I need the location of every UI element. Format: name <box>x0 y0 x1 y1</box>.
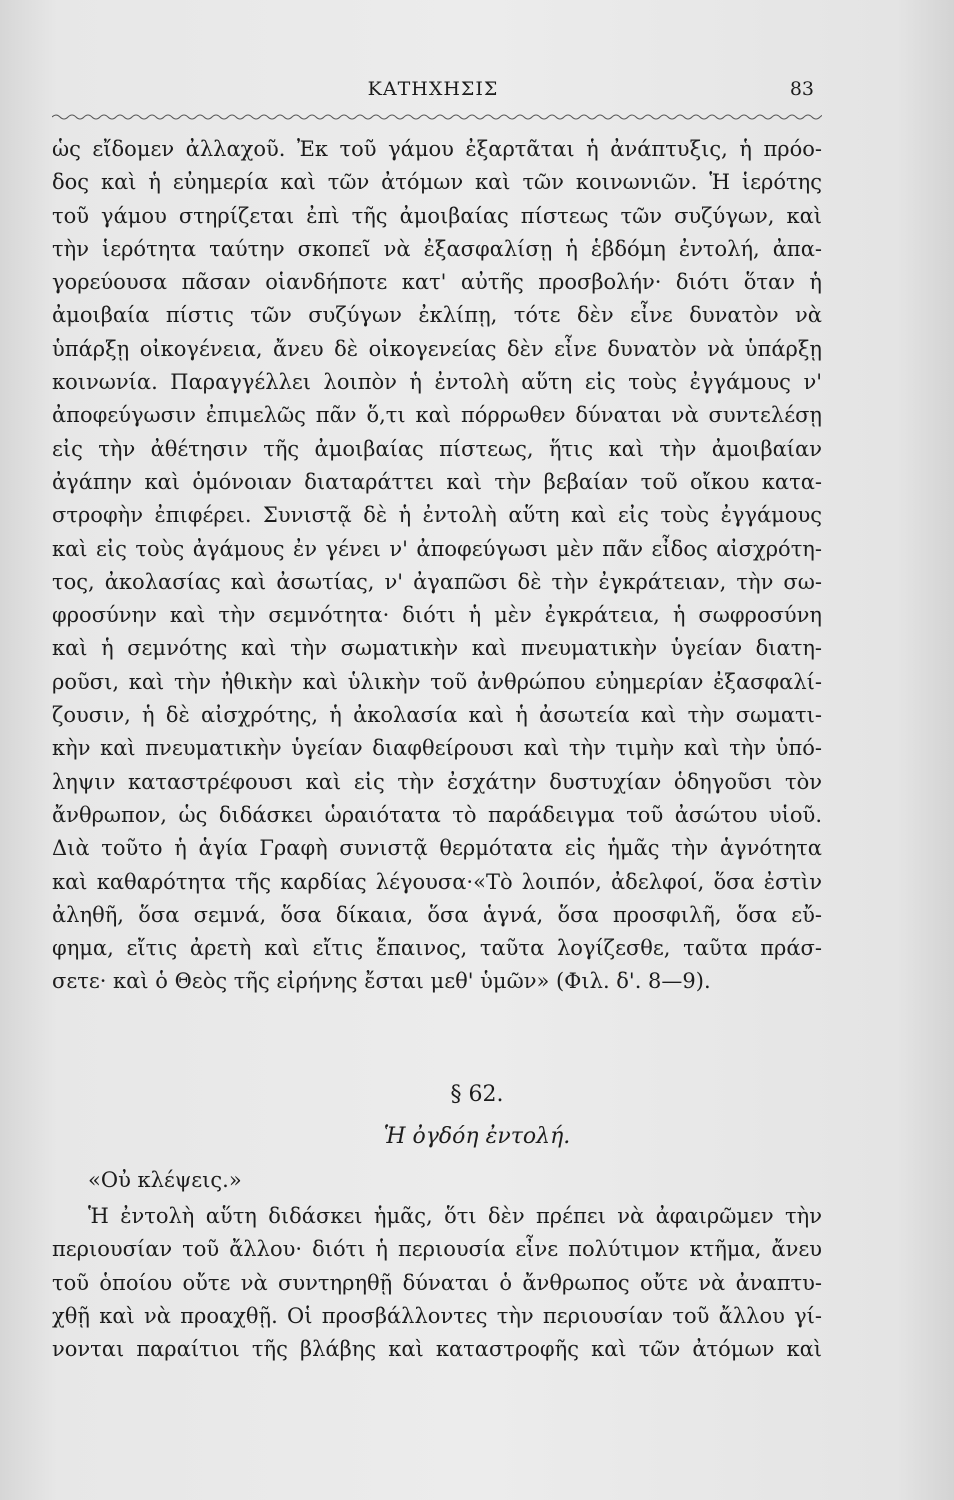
running-head-title: ΚΑΤΗΧΗΣΙΣ <box>367 78 499 100</box>
text-line: ὡς εἴδομεν ἀλλαχοῦ. Ἐκ τοῦ γάμου ἐξαρτᾶται ἡ ἀνάπτυξις, ἡ πρόο- <box>52 137 822 161</box>
wavy-header-rule <box>52 112 822 122</box>
text-line: ἀληθῆ, ὅσα σεμνά, ὅσα δίκαια, ὅσα ἁγνά, ὅσα προσφιλῆ, ὅσα εὔ- <box>52 902 822 927</box>
text-line: ἀμοιβαία πίστις τῶν συζύγων ἐκλίπῃ, τότε δὲν εἶνε δυνατὸν νὰ <box>52 303 822 328</box>
text-line: στροφὴν ἐπιφέρει. Συνιστᾷ δὲ ἡ ἐντολὴ αὕτη καὶ εἰς τοὺς ἐγγάμους <box>52 503 822 528</box>
text-line: καὶ εἰς τοὺς ἀγάμους ἐν γένει ν' ἀποφεύγωσι μὲν πᾶν εἶδος αἰσχρότη- <box>52 536 822 561</box>
text-line: Ἡ ἐντολὴ αὕτη διδάσκει ἡμᾶς, ὅτι δὲν πρέπει νὰ ἀφαιρῶμεν τὴν <box>88 1204 822 1228</box>
text-line: σετε· καὶ ὁ Θεὸς τῆς εἰρήνης ἔσται μεθ' ὑμῶν» (Φιλ. δ'. 8—9). <box>52 969 711 994</box>
running-head <box>52 78 814 108</box>
paragraph-2 <box>52 1200 822 1366</box>
text-line: φροσύνην καὶ τὴν σεμνότητα· διότι ἡ μὲν ἐγκράτεια, ἡ σωφροσύνη <box>52 603 822 628</box>
text-line: ἀγάπην καὶ ὁμόνοιαν διαταράττει καὶ τὴν βεβαίαν τοῦ οἴκου κατα- <box>52 469 822 494</box>
text-line: τὴν ἱερότητα ταύτην σκοπεῖ νὰ ἐξασφαλίσῃ ἡ ἑβδόμη ἐντολή, ἀπα- <box>52 236 822 261</box>
text-line: ζουσιν, ἡ δὲ αἰσχρότης, ἡ ἀκολασία καὶ ἡ ἀσωτεία καὶ τὴν σωματι- <box>52 703 822 728</box>
text-line: ἄνθρωπον, ὡς διδάσκει ὡραιότατα τὸ παράδειγμα τοῦ ἀσώτου υἱοῦ. <box>52 802 822 827</box>
text-line: ἀποφεύγωσιν ἐπιμελῶς πᾶν ὅ,τι καὶ πόρρωθεν δύναται νὰ συντελέσῃ <box>52 403 822 428</box>
text-line: καὶ ἡ σεμνότης καὶ τὴν σωματικὴν καὶ πνευματικὴν ὑγείαν διατη- <box>52 636 822 661</box>
paragraph-1 <box>52 133 822 999</box>
section-number: § 62. <box>450 1082 504 1107</box>
text-line: νονται παραίτιοι τῆς βλάβης καὶ καταστροφῆς καὶ τῶν ἀτόμων καὶ <box>52 1337 822 1362</box>
text-line: δος καὶ ἡ εὐημερία καὶ τῶν ἀτόμων καὶ τῶν κοινωνιῶν. Ἡ ἱερότης <box>52 170 822 195</box>
section-title: Ἡ ὀγδόη ἐντολή. <box>383 1124 571 1149</box>
text-line: γορεύουσα πᾶσαν οἱανδήποτε κατ' αὐτῆς προσβολήν· διότι ὅταν ἡ <box>52 270 822 295</box>
text-line: ροῦσι, καὶ τὴν ἠθικὴν καὶ ὑλικὴν τοῦ ἀνθρώπου εὐημερίαν ἐξασφαλί- <box>52 669 822 694</box>
text-line: τος, ἀκολασίας καὶ ἀσωτίας, ν' ἀγαπῶσι δὲ τὴν ἐγκράτειαν, τὴν σω- <box>52 569 822 594</box>
text-line: κὴν καὶ πνευματικὴν ὑγείαν διαφθείρουσι καὶ τὴν τιμὴν καὶ τὴν ὑπό- <box>52 736 822 761</box>
text-line: φημα, εἴτις ἀρετὴ καὶ εἴτις ἔπαινος, ταῦτα λογίζεσθε, ταῦτα πράσ- <box>52 936 822 961</box>
text-line: Διὰ τοῦτο ἡ ἁγία Γραφὴ συνιστᾷ θερμότατα εἰς ἡμᾶς τὴν ἁγνότητα <box>52 836 822 861</box>
text-line: περιουσίαν τοῦ ἄλλου· διότι ἡ περιουσία εἶνε πολύτιμον κτῆμα, ἄνευ <box>52 1237 822 1262</box>
text-line: τοῦ γάμου στηρίζεται ἐπὶ τῆς ἀμοιβαίας πίστεως τῶν συζύγων, καὶ <box>52 203 822 228</box>
text-line: ὑπάρξῃ οἰκογένεια, ἄνευ δὲ οἰκογενείας δὲν εἶνε δυνατὸν νὰ ὑπάρξῃ <box>52 336 822 361</box>
text-line: χθῇ καὶ νὰ προαχθῇ. Οἱ προσβάλλοντες τὴν περιουσίαν τοῦ ἄλλου γί- <box>52 1303 822 1328</box>
text-line: τοῦ ὁποίου οὔτε νὰ συντηρηθῇ δύναται ὁ ἄνθρωπος οὔτε νὰ ἀναπτυ- <box>52 1270 822 1295</box>
page-number: 83 <box>789 78 814 100</box>
text-line: ληψιν καταστρέφουσι καὶ εἰς τὴν ἐσχάτην δυστυχίαν ὁδηγοῦσι τὸν <box>52 769 822 794</box>
text-line: εἰς τὴν ἀθέτησιν τῆς ἀμοιβαίας πίστεως, ἥτις καὶ τὴν ἀμοιβαίαν <box>52 436 822 461</box>
commandment-quote: «Οὐ κλέψεις.» <box>88 1168 242 1192</box>
text-line: κοινωνία. Παραγγέλλει λοιπὸν ἡ ἐντολὴ αὕτη εἰς τοὺς ἐγγάμους ν' <box>52 370 822 395</box>
text-line: καὶ καθαρότητα τῆς καρδίας λέγουσα·«Τὸ λοιπόν, ἀδελφοί, ὅσα ἐστὶν <box>52 869 822 894</box>
